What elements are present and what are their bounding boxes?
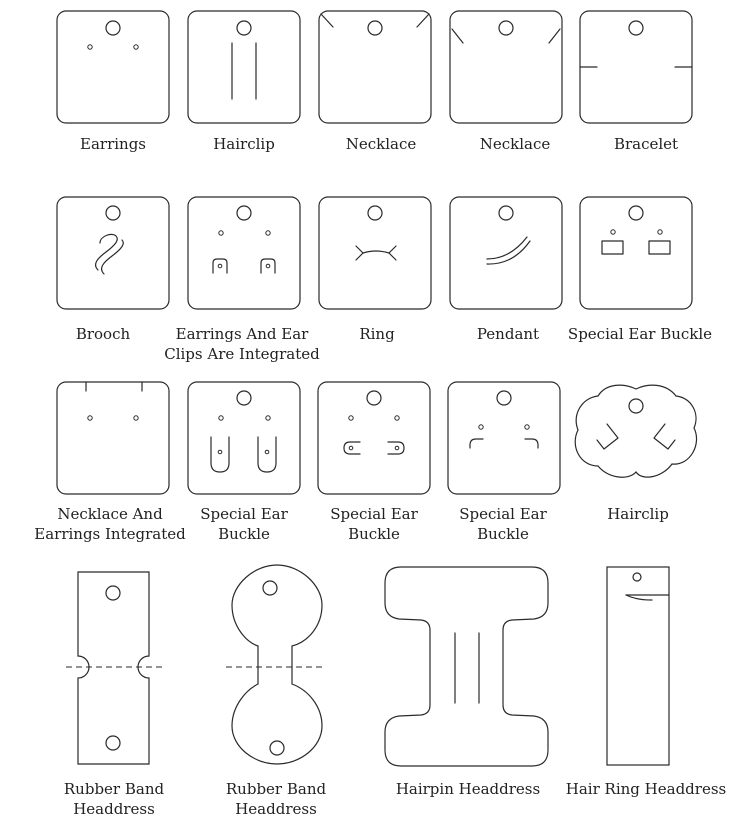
label-hairclip-cloud: Hairclip (607, 505, 669, 523)
label-special-ear-buckle-3-2: Buckle (348, 525, 400, 543)
card-necklace-and-earrings (57, 382, 169, 494)
card-hair-ring-headdress (607, 567, 669, 765)
card-special-ear-buckle-1 (580, 197, 692, 309)
label-rubber-band-2-1: Rubber Band (225, 780, 327, 798)
label-rubber-band-1-2: Headdress (73, 800, 155, 818)
card-hairclip (188, 11, 300, 123)
label-special-ear-buckle-2-2: Buckle (218, 525, 270, 543)
label-hairclip: Hairclip (213, 135, 275, 153)
card-special-ear-buckle-4 (448, 382, 560, 494)
card-brooch (57, 197, 169, 309)
label-rubber-band-1-1: Rubber Band (63, 780, 165, 798)
label-special-ear-buckle-1: Special Ear Buckle (567, 325, 713, 343)
card-necklace-2 (450, 11, 562, 123)
label-special-ear-buckle-4-2: Buckle (477, 525, 529, 543)
card-bracelet (580, 11, 692, 123)
label-earrings-and-ear-clips-1: Earrings And Ear (175, 325, 309, 343)
card-hairpin-headdress (385, 567, 548, 766)
label-bracelet: Bracelet (613, 135, 679, 153)
card-necklace-1 (319, 11, 431, 123)
label-necklace-2: Necklace (479, 135, 551, 153)
label-special-ear-buckle-4-1: Special Ear (459, 505, 547, 523)
label-necklace-1: Necklace (345, 135, 417, 153)
label-special-ear-buckle-3-1: Special Ear (330, 505, 418, 523)
label-pendant: Pendant (476, 325, 540, 343)
card-hairclip-cloud (575, 385, 696, 477)
label-hairpin-headdress: Hairpin Headdress (395, 780, 541, 798)
label-special-ear-buckle-2-1: Special Ear (200, 505, 288, 523)
label-ring: Ring (359, 325, 395, 343)
label-hair-ring-headdress: Hair Ring Headdress (565, 780, 727, 798)
label-rubber-band-2-2: Headdress (235, 800, 317, 818)
card-special-ear-buckle-2 (188, 382, 300, 494)
label-earrings: Earrings (80, 135, 146, 153)
card-special-ear-buckle-3 (318, 382, 430, 494)
label-necklace-and-earrings-2: Earrings Integrated (34, 525, 186, 543)
label-brooch: Brooch (75, 325, 131, 343)
card-pendant (450, 197, 562, 309)
card-ring (319, 197, 431, 309)
card-earrings (57, 11, 169, 123)
card-rubber-band-1 (66, 572, 162, 764)
label-necklace-and-earrings-1: Necklace And (57, 505, 163, 523)
label-earrings-and-ear-clips-2: Clips Are Integrated (164, 345, 320, 363)
card-rubber-band-2 (226, 565, 326, 764)
card-earrings-and-ear-clips (188, 197, 300, 309)
